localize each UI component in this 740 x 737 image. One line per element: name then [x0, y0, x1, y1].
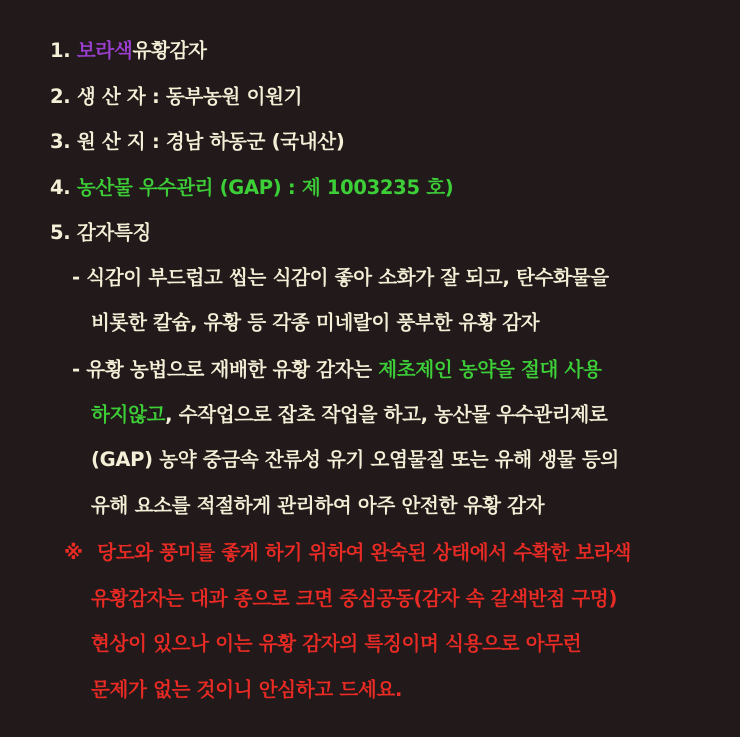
- feature-1-line-2: 비롯한 칼슘, 유황 등 각종 미네랄이 풍부한 유황 감자: [91, 311, 540, 334]
- notice-line-4: 문제가 없는 것이니 안심하고 드세요.: [91, 678, 403, 701]
- feature-1-line-1: - 식감이 부드럽고 씹는 식감이 좋아 소화가 잘 되고, 탄수화물을: [72, 266, 609, 289]
- reference-mark-icon: ※: [64, 541, 83, 564]
- feature-2-line-2: [91, 399, 608, 427]
- item-number: 1.: [50, 39, 71, 62]
- no-herbicide-highlight-cont: 하지않고: [91, 403, 166, 426]
- notice-line-3: 현상이 있으나 이는 유황 감자의 특징이며 식용으로 아무런: [91, 632, 582, 655]
- gap-certification-text: 농산물 우수관리 (GAP) : 제 1003235 호): [76, 176, 454, 199]
- item-1-variety: [50, 35, 207, 63]
- item-2-producer: 2. 생 산 자 : 동부농원 이원기: [50, 85, 303, 108]
- feature-2-text: , 수작업으로 잡초 작업을 하고, 농산물 우수관리제로: [165, 403, 608, 426]
- notice-line-2: 유황감자는 대과 종으로 크면 중심공동(감자 속 갈색반점 구멍): [91, 587, 618, 610]
- feature-2-line-3: (GAP) 농약 중금속 잔류성 유기 오염물질 또는 유해 생물 등의: [91, 448, 619, 471]
- item-4-gap-certification: [50, 172, 453, 200]
- notice-text: 당도와 풍미를 좋게 하기 위하여 완숙된 상태에서 수확한 보라색: [97, 541, 632, 564]
- feature-2-line-1: [72, 354, 602, 382]
- item-number: 4.: [50, 176, 71, 199]
- variety-name: 유황감자: [132, 39, 207, 62]
- item-5-features-heading: 5. 감자특징: [50, 221, 152, 244]
- feature-2-line-4: 유해 요소를 적절하게 관리하여 아주 안전한 유황 감자: [91, 494, 545, 517]
- variety-color-highlight: 보라색: [76, 39, 133, 62]
- notice-line-1: [64, 537, 631, 565]
- no-herbicide-highlight: 제초제인 농약을 절대 사용: [378, 358, 602, 381]
- feature-2-text: - 유황 농법으로 재배한 유황 감자는: [72, 358, 379, 381]
- item-3-origin: 3. 원 산 지 : 경남 하동군 (국내산): [50, 130, 345, 153]
